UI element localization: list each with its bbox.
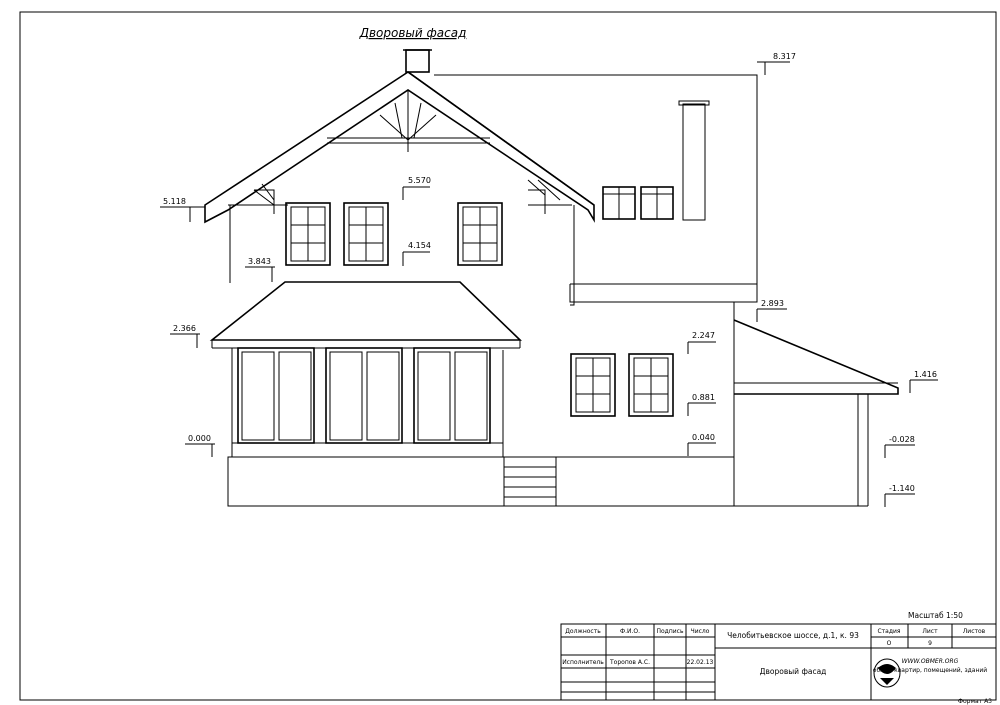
tb-sheet-header: Лист bbox=[922, 628, 938, 635]
porch-roof bbox=[212, 282, 520, 348]
format-label: Формат А3 bbox=[957, 698, 992, 705]
tb-person: Торопов А.С. bbox=[610, 659, 650, 666]
sheet-frame bbox=[20, 12, 996, 700]
elev-0881: 0.881 bbox=[692, 393, 715, 402]
elev-1416: 1.416 bbox=[914, 370, 937, 379]
tb-position-header: Должность bbox=[565, 628, 601, 635]
tb-role: Исполнитель bbox=[562, 659, 604, 666]
elev-5570: 5.570 bbox=[408, 176, 431, 185]
elev-4154: 4.154 bbox=[408, 241, 431, 250]
tb-logo-url: WWW.OBMER.ORG bbox=[901, 658, 959, 665]
drawing-title: Дворовый фасад bbox=[359, 26, 467, 40]
elev-8317: 8.317 bbox=[773, 52, 796, 61]
tb-address: Челобитьевское шоссе, д.1, к. 93 bbox=[727, 631, 859, 640]
lower-window-2 bbox=[629, 354, 673, 416]
lower-window-1 bbox=[571, 354, 615, 416]
elev-2247: 2.247 bbox=[692, 331, 715, 340]
elev-2893: 2.893 bbox=[761, 299, 784, 308]
upper-window-3 bbox=[458, 203, 502, 265]
elev-minus1140: -1.140 bbox=[889, 484, 915, 493]
elev-5118: 5.118 bbox=[163, 197, 186, 206]
title-block bbox=[561, 624, 996, 700]
upper-window-1 bbox=[286, 203, 330, 265]
attic-windows bbox=[603, 187, 673, 219]
tb-date-header: Число bbox=[690, 628, 710, 635]
tb-name-header: Ф.И.О. bbox=[619, 628, 641, 635]
elev-0000: 0.000 bbox=[188, 434, 211, 443]
chimney-right bbox=[679, 101, 709, 220]
tb-logo-subtext: обмер квартир, помещений, зданий bbox=[872, 667, 988, 674]
elev-2366: 2.366 bbox=[173, 324, 196, 333]
elevation-markers bbox=[160, 52, 938, 507]
right-block bbox=[434, 75, 757, 302]
tb-sheets-header: Листов bbox=[962, 628, 986, 635]
elev-3843: 3.843 bbox=[248, 257, 271, 266]
stairs bbox=[504, 457, 556, 506]
elev-0040: 0.040 bbox=[692, 433, 715, 442]
chimney-left bbox=[403, 50, 432, 72]
porch-glazing bbox=[232, 348, 503, 457]
gable-roof bbox=[205, 72, 594, 222]
tb-stage-value: О bbox=[886, 640, 892, 647]
scale-label: Масштаб 1:50 bbox=[908, 611, 963, 620]
tb-signature-header: Подпись bbox=[656, 628, 684, 635]
annex-shed bbox=[734, 320, 898, 506]
elev-minus0028: -0.028 bbox=[889, 435, 915, 444]
tb-drawing-name: Дворовый фасад bbox=[759, 667, 827, 676]
plinth bbox=[228, 457, 734, 506]
tb-stage-header: Стадия bbox=[877, 628, 901, 635]
upper-window-2 bbox=[344, 203, 388, 265]
tb-date: 22.02.13 bbox=[686, 659, 714, 666]
house-body bbox=[228, 75, 757, 506]
tb-sheet-value: 9 bbox=[928, 640, 932, 647]
